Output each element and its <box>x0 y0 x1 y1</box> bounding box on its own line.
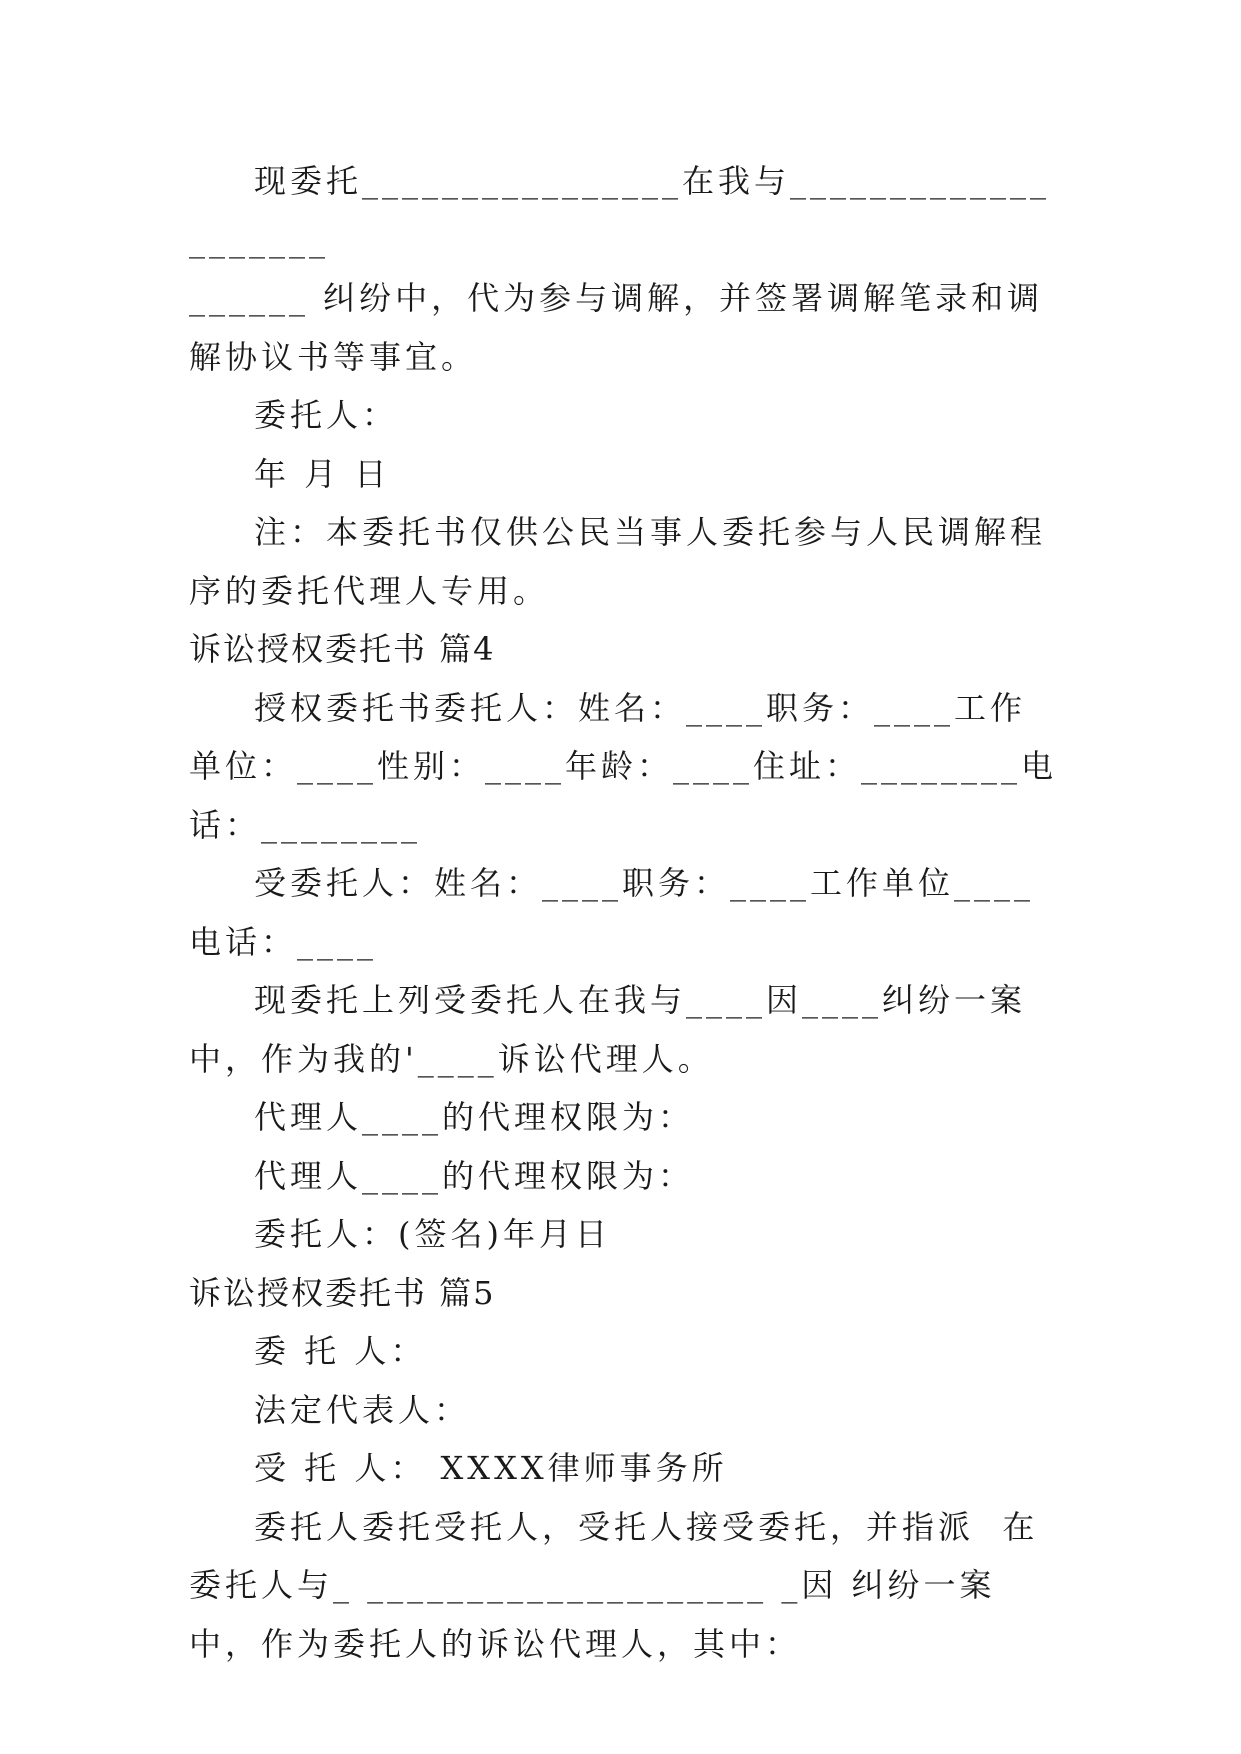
paragraph-agent-authority-1: 代理人____的代理权限为： <box>254 1098 695 1136</box>
paragraph-entrust-line: 现委托________________在我与____________________ <box>189 162 1051 259</box>
paragraph-legal-representative: 法定代表人： <box>254 1390 471 1429</box>
paragraph-agent-info: 受委托人：姓名：____职务：____工作单位____电话：____ <box>189 864 1035 961</box>
paragraph-principal-label: 委托人： <box>254 396 399 434</box>
paragraph-note: 注：本委托书仅供公民当事人委托参与人民调解程序的委托代理人专用。 <box>189 513 1047 610</box>
paragraph-entrust-case: 现委托上列受委托人在我与____因____纠纷一案中，作为我的'____诉讼代理人。 <box>189 981 1027 1078</box>
paragraph-date-line: 年 月 日 <box>254 454 391 493</box>
section-heading-4: 诉讼授权委托书 篇4 <box>189 630 496 668</box>
paragraph-commission-terms: 委托人委托受托人，受托人接受委托，并指派 在委托人与_ ____________________ _因 纠纷一案中，作为委托人的诉讼代理人，其中： <box>189 1507 1039 1663</box>
document-body <box>189 152 1060 1673</box>
paragraph-trustee: 受 托 人： XXXX律师事务所 <box>254 1449 728 1487</box>
paragraph-principal-label-5: 委 托 人： <box>254 1332 427 1370</box>
paragraph-mediation-scope: ______ 纠纷中，代为参与调解，并签署调解笔录和调解协议书等事宜。 <box>189 279 1044 376</box>
paragraph-signature-date: 委托人：(签名)年月日 <box>254 1215 611 1253</box>
paragraph-principal-info: 授权委托书委托人：姓名：____职务：____工作单位：____性别：____年龄：____住址：________电话：________ <box>189 688 1058 844</box>
paragraph-agent-authority-2: 代理人____的代理权限为： <box>254 1156 695 1195</box>
section-heading-5: 诉讼授权委托书 篇5 <box>189 1273 496 1312</box>
